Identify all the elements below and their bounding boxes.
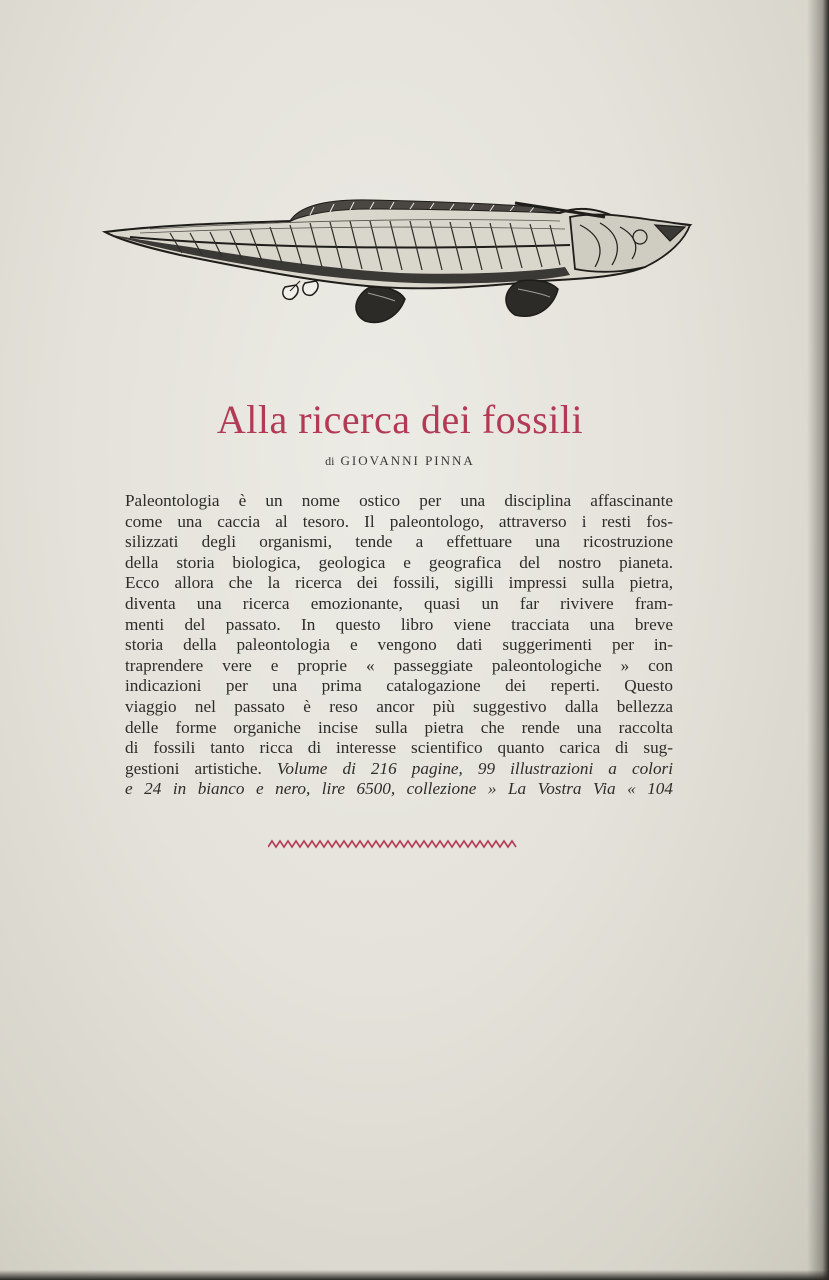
book-description [125,491,673,800]
description-line: traprendere vere e proprie « passeggiate paleontologiche » con [125,655,673,675]
cover-bottom-shadow [0,1270,829,1280]
description-line: diventa una ricerca emozionante, quasi un far rivivere fram- [125,593,673,613]
fossil-fish-illustration [100,195,700,335]
author-prefix: di [325,454,335,468]
description-line: indicazioni per una prima catalogazione dei reperti. Questo [125,676,673,696]
description-line-roman: gestioni artistiche. [125,758,262,778]
description-line: di fossili tanto ricca di interesse scientifico quanto carica di sug- [125,738,673,758]
zigzag-ornament [268,838,518,850]
description-line: come una caccia al tesoro. Il paleontologo, attraverso i resti fos- [125,511,673,531]
volume-info-line: e 24 in bianco e nero, lire 6500, collezione » La Vostra Via « 104 [125,779,673,799]
description-line: Ecco allora che la ricerca dei fossili, sigilli impressi sulla pietra, [125,573,673,593]
book-title: Alla ricerca dei fossili [216,397,584,442]
cover-edge-shadow [807,0,829,1280]
description-line: viaggio nel passato è reso ancor più suggestivo dalla bellezza [125,696,673,716]
description-line: storia della paleontologia e vengono dati suggerimenti per in- [125,635,673,655]
author-line [0,453,800,469]
description-line: silizzati degli organismi, tende a effettuare una ricostruzione [125,532,673,552]
description-line: delle forme organiche incise sulla pietra che rende una raccolta [125,717,673,737]
volume-info: Volume di 216 pagine, 99 illustrazioni a colori [276,758,673,778]
description-line: Paleontologia è un nome ostico per una disciplina affascinante [125,491,673,510]
description-line-mixed [125,759,673,780]
description-line: della storia biologica, geologica e geografica del nostro pianeta. [125,552,673,572]
author-name: GIOVANNI PINNA [340,453,475,468]
description-line: menti del passato. In questo libro viene tracciata una breve [125,614,673,634]
